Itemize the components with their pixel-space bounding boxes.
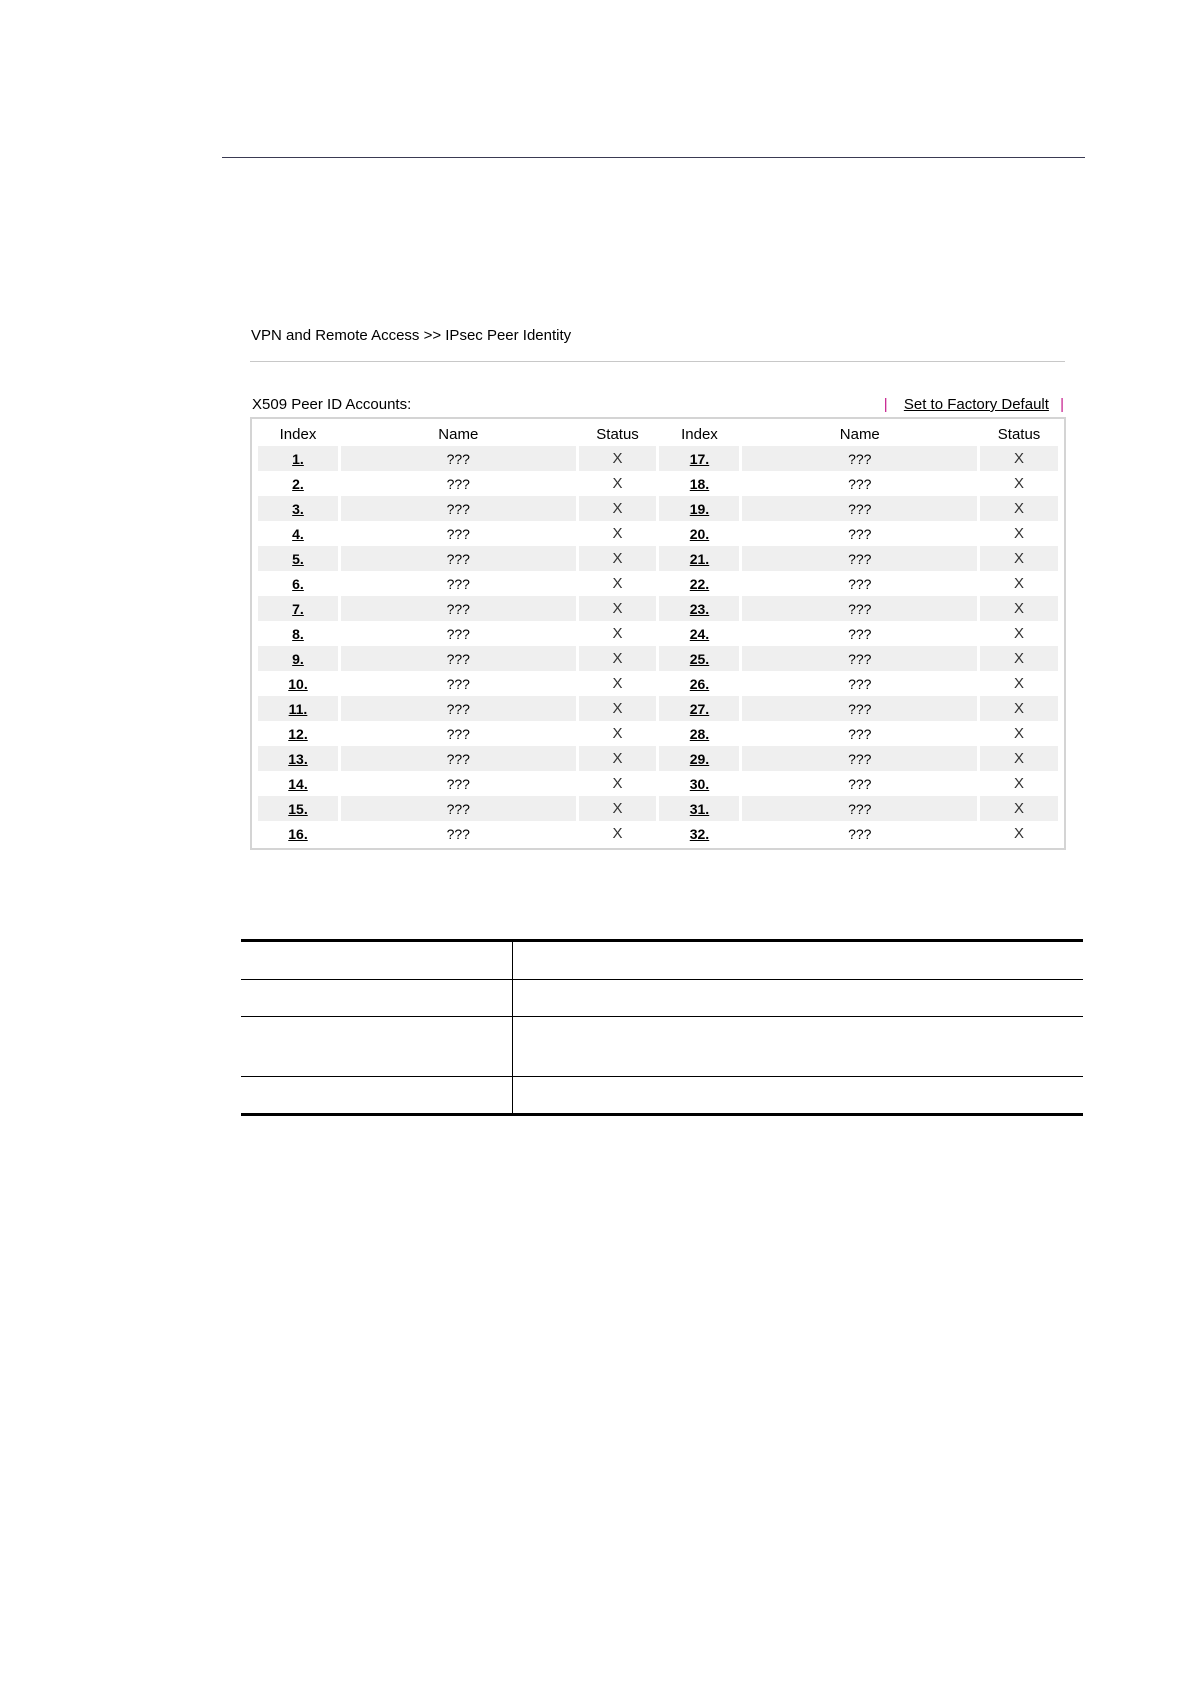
table-row — [258, 546, 1058, 571]
account-index-link[interactable]: 10. — [288, 675, 308, 692]
account-index-link[interactable]: 26. — [689, 675, 710, 692]
account-index-link[interactable]: 1. — [292, 450, 304, 467]
breadcrumb: VPN and Remote Access >> IPsec Peer Identity — [251, 327, 572, 344]
account-status: X — [980, 796, 1058, 821]
account-status: X — [1014, 775, 1025, 792]
account-index-link[interactable]: 21. — [689, 550, 710, 567]
account-index-link[interactable]: 31. — [689, 800, 710, 817]
account-index-link[interactable]: 11. — [288, 700, 308, 717]
description-table — [241, 939, 1083, 1116]
account-index-link[interactable]: 15. — [288, 800, 308, 817]
table-row — [258, 796, 1058, 821]
account-status: X — [612, 575, 623, 592]
col-header-name: Name — [839, 425, 880, 443]
account-name: ??? — [446, 525, 470, 542]
table-row — [258, 746, 1058, 771]
account-status: X — [980, 746, 1058, 771]
account-status: X — [612, 525, 623, 542]
account-status: X — [579, 496, 657, 521]
table-row — [258, 821, 1058, 846]
account-status: X — [1014, 675, 1025, 692]
account-status: X — [980, 696, 1058, 721]
account-status: X — [612, 725, 623, 742]
account-index-link[interactable]: 20. — [689, 525, 710, 542]
accounts-header — [250, 395, 1066, 415]
breadcrumb-divider — [250, 361, 1065, 362]
account-index-link[interactable]: 2. — [292, 475, 304, 492]
pipe-separator: | — [883, 396, 888, 413]
account-name: ??? — [446, 575, 470, 592]
account-index-link[interactable]: 13. — [288, 750, 308, 767]
account-name: ??? — [446, 675, 470, 692]
account-index-link[interactable]: 25. — [689, 650, 710, 667]
account-status: X — [579, 446, 657, 471]
description-row — [241, 1017, 1083, 1077]
account-index-link[interactable]: 30. — [689, 775, 710, 792]
column-divider — [512, 1077, 513, 1113]
account-name: ??? — [742, 496, 977, 521]
account-name: ??? — [742, 696, 977, 721]
table-row — [258, 621, 1058, 646]
description-row — [241, 1077, 1083, 1116]
account-status: X — [612, 475, 623, 492]
account-status: X — [1014, 725, 1025, 742]
ipsec-peer-identity-panel — [250, 326, 1066, 850]
account-index-link[interactable]: 27. — [689, 700, 710, 717]
table-row — [258, 496, 1058, 521]
account-status: X — [1014, 525, 1025, 542]
account-name: ??? — [848, 775, 872, 792]
account-name: ??? — [742, 796, 977, 821]
account-name: ??? — [848, 725, 872, 742]
account-status: X — [579, 796, 657, 821]
table-row — [258, 571, 1058, 596]
account-status: X — [579, 546, 657, 571]
account-index-link[interactable]: 23. — [689, 600, 710, 617]
account-status: X — [980, 596, 1058, 621]
account-name: ??? — [341, 446, 576, 471]
account-index-link[interactable]: 16. — [288, 825, 308, 842]
page-header-rule — [222, 157, 1085, 158]
account-status: X — [980, 446, 1058, 471]
account-index-link[interactable]: 24. — [689, 625, 710, 642]
account-status: X — [1014, 575, 1025, 592]
col-header-name: Name — [438, 425, 479, 443]
account-name: ??? — [742, 746, 977, 771]
account-status: X — [1014, 825, 1025, 842]
account-status: X — [579, 746, 657, 771]
account-name: ??? — [848, 675, 872, 692]
account-index-link[interactable]: 19. — [689, 500, 710, 517]
account-name: ??? — [742, 646, 977, 671]
set-to-factory-default-link[interactable]: Set to Factory Default — [903, 396, 1049, 413]
table-row — [258, 696, 1058, 721]
account-index-link[interactable]: 18. — [689, 475, 710, 492]
description-row — [241, 980, 1083, 1017]
col-header-index: Index — [279, 425, 317, 443]
account-name: ??? — [341, 596, 576, 621]
account-status: X — [612, 825, 623, 842]
account-index-link[interactable]: 32. — [689, 825, 710, 842]
account-name: ??? — [446, 825, 470, 842]
account-index-link[interactable]: 8. — [292, 625, 304, 642]
account-name: ??? — [446, 725, 470, 742]
table-row — [258, 721, 1058, 746]
account-name: ??? — [446, 475, 470, 492]
account-name: ??? — [446, 775, 470, 792]
table-header-row — [258, 422, 1058, 446]
account-status: X — [980, 496, 1058, 521]
account-index-link[interactable]: 7. — [292, 600, 304, 617]
table-row — [258, 646, 1058, 671]
pipe-separator: | — [1060, 396, 1064, 413]
column-divider — [512, 1017, 513, 1076]
account-status: X — [579, 646, 657, 671]
account-status: X — [1014, 475, 1025, 492]
account-name: ??? — [742, 596, 977, 621]
account-index-link[interactable]: 28. — [689, 725, 710, 742]
account-index-link[interactable]: 22. — [689, 575, 710, 592]
account-index-link[interactable]: 9. — [292, 650, 304, 667]
account-name: ??? — [341, 696, 576, 721]
account-status: X — [612, 675, 623, 692]
account-status: X — [980, 646, 1058, 671]
account-index-link[interactable]: 29. — [689, 750, 710, 767]
account-name: ??? — [446, 625, 470, 642]
account-index-link[interactable]: 6. — [292, 575, 304, 592]
description-row — [241, 939, 1083, 980]
account-name: ??? — [848, 825, 872, 842]
account-name: ??? — [341, 546, 576, 571]
account-name: ??? — [341, 796, 576, 821]
table-row — [258, 771, 1058, 796]
column-divider — [512, 942, 513, 979]
account-index-link[interactable]: 17. — [689, 450, 710, 467]
column-divider — [512, 980, 513, 1016]
account-name: ??? — [848, 575, 872, 592]
account-index-link[interactable]: 4. — [292, 525, 304, 542]
account-index-link[interactable]: 3. — [292, 500, 304, 517]
account-name: ??? — [742, 446, 977, 471]
table-row — [258, 671, 1058, 696]
account-name: ??? — [848, 475, 872, 492]
account-status: X — [612, 625, 623, 642]
table-row — [258, 446, 1058, 471]
accounts-title: X509 Peer ID Accounts: — [252, 396, 412, 413]
account-status: X — [579, 696, 657, 721]
account-index-link[interactable]: 12. — [288, 725, 308, 742]
account-name: ??? — [341, 496, 576, 521]
col-header-index: Index — [681, 425, 718, 443]
account-index-link[interactable]: 5. — [292, 550, 304, 567]
col-header-status: Status — [997, 425, 1041, 443]
peer-id-accounts-table — [250, 417, 1066, 850]
table-row — [258, 521, 1058, 546]
account-status: X — [579, 596, 657, 621]
table-row — [258, 596, 1058, 621]
account-status: X — [1014, 625, 1025, 642]
account-index-link[interactable]: 14. — [288, 775, 308, 792]
account-name: ??? — [848, 525, 872, 542]
account-name: ??? — [848, 625, 872, 642]
account-status: X — [612, 775, 623, 792]
account-name: ??? — [341, 746, 576, 771]
col-header-status: Status — [596, 425, 639, 443]
factory-default-group — [884, 395, 1064, 415]
account-name: ??? — [341, 646, 576, 671]
account-status: X — [980, 546, 1058, 571]
account-name: ??? — [742, 546, 977, 571]
table-row — [258, 471, 1058, 496]
